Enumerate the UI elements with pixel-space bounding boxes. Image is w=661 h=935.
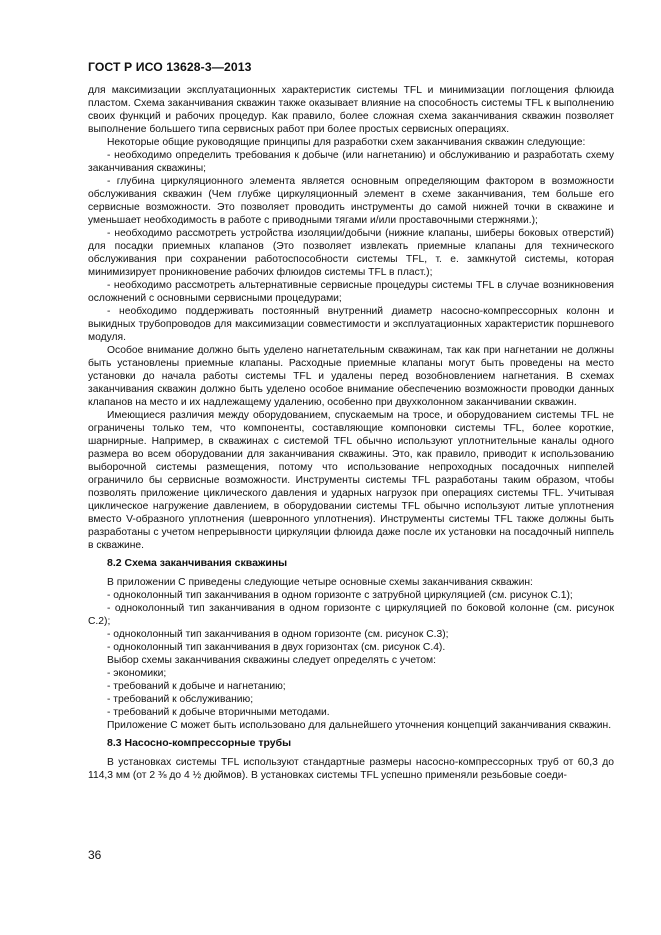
paragraph: Выбор схемы заканчивания скважины следует определять с учетом: — [107, 655, 436, 666]
paragraph: Приложение С может быть использовано для дальнейшего уточнения концепций заканчивания скважин. — [107, 720, 612, 731]
section-heading: 8.3 Насосно-компрессорные трубы — [107, 737, 292, 749]
list-item: - требований к обслуживанию; — [107, 694, 254, 705]
document-header: ГОСТ Р ИСО 13628-3—2013 — [88, 60, 252, 74]
list-item: - необходимо определить требования к добыче (или нагнетанию) и обслуживанию и разработать схему заканчивания скважины; — [88, 150, 614, 174]
page-body — [88, 84, 614, 782]
paragraph: Имеющиеся различия между оборудованием, спускаемым на тросе, и оборудованием системы TFL не ограничены только тем, что компоненты, составляющие компоновки системы TFL, более короткие, шарнирные. Например, в скважинах с системой TFL обычно используют уплотнительные каналы одного размера во всем оборудовании для заканчивания скважины. Это, как правило, приводит к использованию выборочной системы размещения, потому что использование непроходных посадочных ниппелей ограничило бы сервисные возможности. Инструменты системы TFL разработаны таким образом, чтобы позволять приложение циклического давления и ударных нагрузок при операциях системы TFL. Учитывая циклическое нагружение давлением, в оборудовании системы TFL обычно используют литые уплотнения вместо V-образного уплотнения (шевронного уплотнения). Инструменты системы TFL также должны быть разработаны с учетом непрерывности циркуляции флюида даже после их установки на посадочный ниппель в скважине. — [88, 410, 614, 551]
paragraph: для максимизации эксплуатационных характеристик системы TFL и минимизации поглощения флюида пластом. Схема заканчивания скважин также оказывает влияние на способность системы TFL к выполнению своих функций и рабочих процедур. Как правило, более сложная схема заканчивания скважин позволяет выполнение большего типа сервисных работ при более простых сервисных операциях. — [88, 85, 614, 135]
page-number: 36 — [88, 848, 102, 862]
section-heading: 8.2 Схема заканчивания скважины — [107, 557, 288, 569]
list-item: - требований к добыче и нагнетанию; — [107, 681, 286, 692]
list-item: - необходимо рассмотреть альтернативные сервисные процедуры системы TFL в случае возникновения осложнений с основными сервисными процедурами; — [88, 280, 614, 304]
list-item: - требований к добыче вторичными методами. — [107, 707, 330, 718]
list-item: - необходимо поддерживать постоянный внутренний диаметр насосно-компрессорных колонн и выкидных трубопроводов для максимизации совместимости и эксплуатационных характеристик поршневого модуля. — [88, 306, 614, 343]
list-item: - одноколонный тип заканчивания в одном горизонте с затрубной циркуляцией (см. рисунок С.1); — [107, 590, 573, 601]
list-item: - экономики; — [107, 668, 167, 679]
list-item: - глубина циркуляционного элемента является основным определяющим фактором в возможности обслуживания скважин (Чем глубже циркуляционный элемент в схеме заканчивания, тем больше его сервисные возможности. Это позволяет проводить инструменты до самой нижней точки в скважине и уменьшает необходимость в работе с приводными тягами и/или проставочными стержнями.); — [88, 176, 614, 226]
list-item: - одноколонный тип заканчивания в двух горизонтах (см. рисунок С.4). — [107, 642, 446, 653]
list-item: - одноколонный тип заканчивания в одном горизонте (см. рисунок С.3); — [107, 629, 449, 640]
paragraph: Особое внимание должно быть уделено нагнетательным скважинам, так как при нагнетании не должны быть установлены приемные клапаны. Расходные приемные клапаны могут быть проведены на место установки до начала работы системы TFL и удалены перед возобновлением нагнетания. В схемах заканчивания скважин должно быть уделено особое внимание обеспечению возможности проводки данных клапанов на место и их надлежащему удалению, особенно при двухколонном заканчивании скважин. — [88, 345, 614, 408]
list-item: - одноколонный тип заканчивания в одном горизонте с циркуляцией по боковой колонне (см. рисунок С.2); — [88, 603, 614, 627]
paragraph: В приложении С приведены следующие четыре основные схемы заканчивания скважин: — [107, 577, 533, 588]
list-item: - необходимо рассмотреть устройства изоляции/добычи (нижние клапаны, шиберы боковых отверстий) для посадки приемных клапанов (Это позволяет извлекать приемные клапаны для технического обслуживания при сохранении работоспособности системы TFL, т. е. замкнутой системы, которая минимизирует проникновение рабочих флюидов системы TFL в пласт.); — [88, 228, 614, 278]
paragraph: В установках системы TFL используют стандартные размеры насосно-компрессорных труб от 60,3 до 114,3 мм (от 2 ⅜ до 4 ½ дюймов). В установках системы TFL успешно применяли резьбовые соеди- — [88, 757, 614, 781]
paragraph: Некоторые общие руководящие принципы для разработки схем заканчивания скважин следующие: — [107, 137, 586, 148]
